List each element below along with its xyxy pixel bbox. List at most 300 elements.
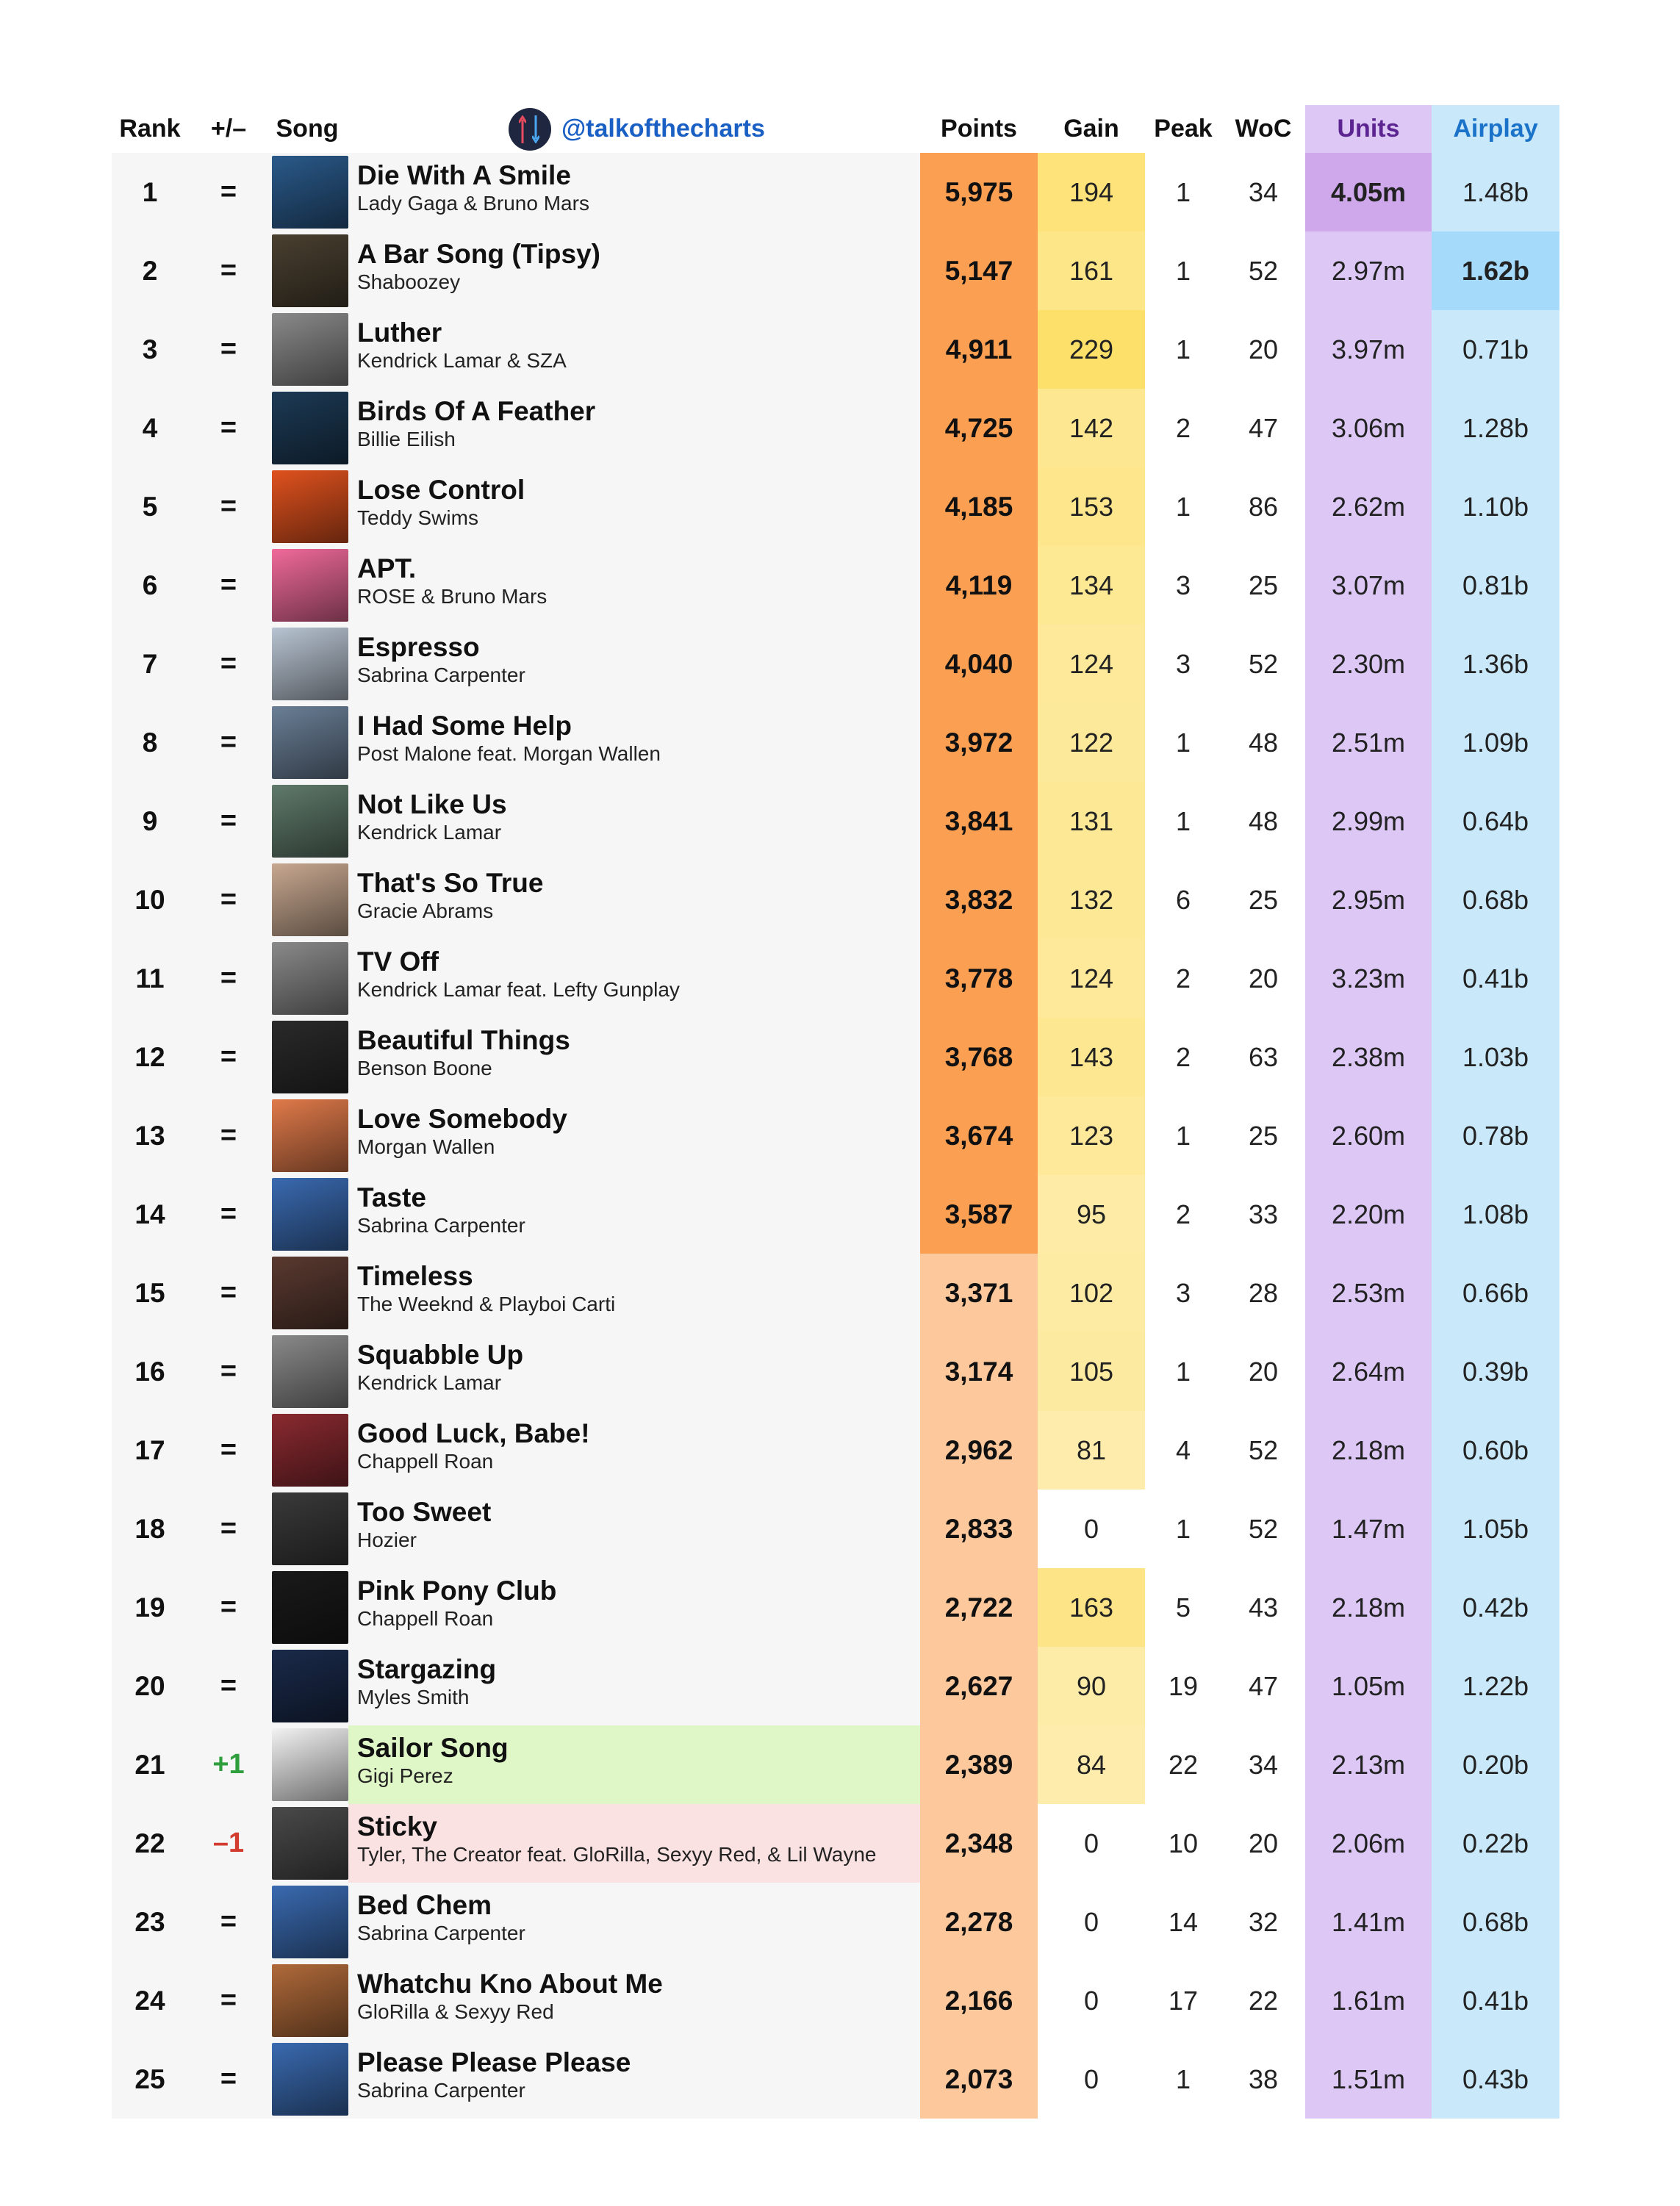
table-row: [112, 1490, 1559, 1568]
table-row: [112, 1647, 1559, 1725]
gain-value: 124: [1038, 939, 1145, 1018]
album-art: [272, 392, 348, 464]
peak-value: 2: [1145, 1018, 1221, 1096]
position-change: +1: [212, 1749, 245, 1780]
header-units: Units: [1305, 105, 1432, 153]
good-luck-babe-cover-icon: [272, 1411, 348, 1490]
peak-value: 1: [1145, 153, 1221, 231]
header-airplay: Airplay: [1432, 105, 1559, 153]
song-title: Not Like Us: [357, 789, 507, 819]
song-title: Bed Chem: [357, 1890, 492, 1920]
rank-number: 9: [142, 805, 158, 836]
too-sweet-cover-icon: [272, 1490, 348, 1568]
position-change: =: [220, 412, 237, 443]
song-artist: Benson Boone: [357, 1057, 492, 1079]
song-artist: Kendrick Lamar feat. Lefty Gunplay: [357, 978, 680, 1001]
not-like-us-cover-icon: [272, 782, 348, 861]
header-points: Points: [941, 115, 1017, 143]
song-title: Good Luck, Babe!: [357, 1418, 590, 1448]
points-value: 2,722: [920, 1568, 1038, 1647]
song-artist: Tyler, The Creator feat. GloRilla, Sexyy Red, & Lil Wayne: [357, 1843, 877, 1866]
song-artist: Hozier: [357, 1528, 417, 1551]
rank-number: 1: [142, 176, 158, 207]
units-value: 2.99m: [1305, 782, 1432, 861]
gain-value: 0: [1038, 1490, 1145, 1568]
units-value: 2.97m: [1305, 231, 1432, 310]
units-value: 4.05m: [1305, 153, 1432, 231]
woc-value: 28: [1221, 1254, 1305, 1332]
rank-number: 12: [134, 1041, 165, 1072]
airplay-value: 1.48b: [1432, 153, 1559, 231]
airplay-value: 0.78b: [1432, 1096, 1559, 1175]
peak-value: 1: [1145, 1096, 1221, 1175]
airplay-value: 0.64b: [1432, 782, 1559, 861]
song-cell: [348, 939, 920, 1018]
woc-value: 20: [1221, 310, 1305, 389]
song-title: Timeless: [357, 1261, 473, 1291]
points-value: 2,348: [920, 1804, 1038, 1883]
units-value: 2.95m: [1305, 861, 1432, 939]
beautiful-things-cover-icon: [272, 1018, 348, 1096]
gain-value: 122: [1038, 703, 1145, 782]
units-value: 2.51m: [1305, 703, 1432, 782]
gain-value: 134: [1038, 546, 1145, 625]
album-art: [272, 706, 348, 779]
woc-value: 38: [1221, 2040, 1305, 2119]
units-value: 2.30m: [1305, 625, 1432, 703]
airplay-value: 1.36b: [1432, 625, 1559, 703]
peak-value: 1: [1145, 2040, 1221, 2119]
units-value: 2.62m: [1305, 467, 1432, 546]
points-value: 3,832: [920, 861, 1038, 939]
peak-value: 19: [1145, 1647, 1221, 1725]
peak-value: 1: [1145, 1490, 1221, 1568]
airplay-value: 1.08b: [1432, 1175, 1559, 1254]
gain-value: 0: [1038, 1961, 1145, 2040]
woc-value: 63: [1221, 1018, 1305, 1096]
units-value: 2.18m: [1305, 1568, 1432, 1647]
rank-number: 24: [134, 1985, 165, 2016]
rank-number: 11: [135, 963, 165, 994]
units-value: 3.23m: [1305, 939, 1432, 1018]
rank-number: 25: [134, 2063, 165, 2094]
points-value: 2,278: [920, 1883, 1038, 1961]
rank-number: 2: [142, 255, 158, 286]
gain-value: 95: [1038, 1175, 1145, 1254]
song-artist: Shaboozey: [357, 270, 461, 293]
rank-number: 3: [142, 334, 158, 364]
gain-value: 0: [1038, 1804, 1145, 1883]
position-change: =: [220, 884, 237, 915]
woc-value: 34: [1221, 153, 1305, 231]
song-title: Beautiful Things: [357, 1025, 570, 1055]
rank-number: 8: [142, 727, 158, 758]
album-art: [272, 1335, 348, 1408]
song-cell: [348, 1096, 920, 1175]
woc-value: 43: [1221, 1568, 1305, 1647]
units-value: 3.97m: [1305, 310, 1432, 389]
song-title: Squabble Up: [357, 1340, 524, 1370]
peak-value: 1: [1145, 1332, 1221, 1411]
airplay-value: 0.81b: [1432, 546, 1559, 625]
short-n-sweet-cover-icon: [272, 1175, 348, 1254]
woc-value: 25: [1221, 546, 1305, 625]
song-title: Sticky: [357, 1811, 438, 1842]
song-cell: [348, 1883, 920, 1961]
units-value: 2.06m: [1305, 1804, 1432, 1883]
album-art: [272, 1099, 348, 1172]
album-art: [272, 470, 348, 543]
header-change: +/–: [210, 115, 247, 143]
table-row: [112, 861, 1559, 939]
album-art: [272, 1571, 348, 1644]
song-title: APT.: [357, 553, 417, 583]
song-artist: The Weeknd & Playboi Carti: [357, 1293, 616, 1315]
song-artist: Sabrina Carpenter: [357, 2079, 525, 2102]
airplay-value: 1.10b: [1432, 467, 1559, 546]
table-row: [112, 1096, 1559, 1175]
gain-value: 123: [1038, 1096, 1145, 1175]
points-value: 2,389: [920, 1725, 1038, 1804]
song-cell: [348, 1411, 920, 1490]
song-title: Pink Pony Club: [357, 1576, 557, 1606]
position-change: =: [220, 255, 237, 286]
points-value: 3,778: [920, 939, 1038, 1018]
song-title: Please Please Please: [357, 2047, 631, 2077]
gnx-cover-icon: [272, 1332, 348, 1411]
table-row: [112, 231, 1559, 310]
song-artist: Sabrina Carpenter: [357, 664, 525, 686]
song-artist: Chappell Roan: [357, 1450, 494, 1473]
position-change: =: [220, 1513, 237, 1544]
album-art: [272, 1650, 348, 1722]
short-n-sweet-cover-icon: [272, 2040, 348, 2119]
rank-number: 6: [142, 570, 158, 600]
header-handle-text: @talkofthecharts: [561, 115, 765, 143]
airplay-value: 0.60b: [1432, 1411, 1559, 1490]
gain-value: 84: [1038, 1725, 1145, 1804]
song-cell: [348, 1254, 920, 1332]
table-body: [112, 153, 1559, 2119]
position-change: =: [220, 1041, 237, 1072]
position-change: =: [220, 805, 237, 836]
table-row: [112, 389, 1559, 467]
song-artist: Morgan Wallen: [357, 1135, 495, 1158]
rank-number: 7: [142, 648, 158, 679]
table-row: [112, 1411, 1559, 1490]
points-value: 4,119: [920, 546, 1038, 625]
units-value: 3.07m: [1305, 546, 1432, 625]
units-value: 1.51m: [1305, 2040, 1432, 2119]
table-row: [112, 1018, 1559, 1096]
love-somebody-cover-icon: [272, 1096, 348, 1175]
song-cell: [348, 1568, 920, 1647]
table-row: [112, 1254, 1559, 1332]
airplay-value: 0.71b: [1432, 310, 1559, 389]
album-art: [272, 1964, 348, 2037]
header-gain: Gain: [1063, 115, 1119, 143]
song-artist: Post Malone feat. Morgan Wallen: [357, 742, 661, 765]
album-art: [272, 628, 348, 700]
song-artist: Gracie Abrams: [357, 899, 494, 922]
song-cell: [348, 467, 920, 546]
airplay-value: 1.62b: [1432, 231, 1559, 310]
album-art: [272, 1414, 348, 1487]
song-cell: [348, 1725, 920, 1804]
woc-value: 52: [1221, 625, 1305, 703]
woc-value: 52: [1221, 231, 1305, 310]
song-artist: Myles Smith: [357, 1686, 470, 1709]
song-title: Taste: [357, 1182, 426, 1212]
position-change: =: [220, 2063, 237, 2094]
a-bar-song-cover-icon: [272, 231, 348, 310]
i-had-some-help-cover-icon: [272, 703, 348, 782]
airplay-value: 1.09b: [1432, 703, 1559, 782]
gain-value: 132: [1038, 861, 1145, 939]
song-cell: [348, 310, 920, 389]
position-change: =: [220, 1277, 237, 1308]
thats-so-true-cover-icon: [272, 861, 348, 939]
gain-value: 153: [1038, 467, 1145, 546]
units-value: 2.13m: [1305, 1725, 1432, 1804]
song-artist: Kendrick Lamar & SZA: [357, 349, 567, 372]
stargazing-cover-icon: [272, 1647, 348, 1725]
song-title: Luther: [357, 317, 442, 348]
song-cell: [348, 546, 920, 625]
woc-value: 20: [1221, 939, 1305, 1018]
points-value: 5,975: [920, 153, 1038, 231]
gnx-cover-icon: [272, 939, 348, 1018]
airplay-value: 0.20b: [1432, 1725, 1559, 1804]
woc-value: 52: [1221, 1490, 1305, 1568]
position-change: =: [220, 1434, 237, 1465]
woc-value: 32: [1221, 1883, 1305, 1961]
points-value: 4,911: [920, 310, 1038, 389]
points-value: 4,725: [920, 389, 1038, 467]
song-title: Espresso: [357, 632, 480, 662]
song-cell: [348, 1804, 920, 1883]
song-title: Too Sweet: [357, 1497, 492, 1527]
rank-number: 15: [134, 1277, 165, 1308]
short-n-sweet-cover-icon: [272, 1883, 348, 1961]
album-art: [272, 1728, 348, 1801]
lose-control-cover-icon: [272, 467, 348, 546]
points-value: 3,972: [920, 703, 1038, 782]
pink-pony-club-cover-icon: [272, 1568, 348, 1647]
units-value: 2.60m: [1305, 1096, 1432, 1175]
position-change: =: [220, 1199, 237, 1229]
table-row: [112, 310, 1559, 389]
song-cell: [348, 389, 920, 467]
position-change: =: [220, 1592, 237, 1623]
rank-number: 19: [134, 1592, 165, 1623]
song-artist: ROSE & Bruno Mars: [357, 585, 548, 608]
song-cell: [348, 782, 920, 861]
song-cell: [348, 861, 920, 939]
units-value: 2.18m: [1305, 1411, 1432, 1490]
song-cell: [348, 1175, 920, 1254]
airplay-value: 0.39b: [1432, 1332, 1559, 1411]
table-row: [112, 1883, 1559, 1961]
rank-number: 18: [134, 1513, 165, 1544]
album-art: [272, 313, 348, 386]
units-value: 2.38m: [1305, 1018, 1432, 1096]
peak-value: 2: [1145, 389, 1221, 467]
table-row: [112, 782, 1559, 861]
peak-value: 1: [1145, 310, 1221, 389]
gain-value: 90: [1038, 1647, 1145, 1725]
rank-number: 22: [134, 1828, 165, 1858]
woc-value: 47: [1221, 1647, 1305, 1725]
table-row: [112, 1332, 1559, 1411]
apt-cover-icon: [272, 546, 348, 625]
song-cell: [348, 703, 920, 782]
peak-value: 3: [1145, 546, 1221, 625]
peak-value: 14: [1145, 1883, 1221, 1961]
song-artist: Teddy Swims: [357, 506, 478, 529]
header-song: Song: [276, 115, 339, 143]
album-art: [272, 785, 348, 858]
table-row: [112, 1961, 1559, 2040]
airplay-value: 0.41b: [1432, 1961, 1559, 2040]
gain-value: 0: [1038, 1883, 1145, 1961]
gain-value: 102: [1038, 1254, 1145, 1332]
points-value: 2,962: [920, 1411, 1038, 1490]
album-art: [272, 942, 348, 1015]
chromakopia-cover-icon: [272, 1804, 348, 1883]
header-woc: WoC: [1235, 115, 1292, 143]
song-artist: Kendrick Lamar: [357, 821, 502, 844]
peak-value: 3: [1145, 1254, 1221, 1332]
song-artist: Gigi Perez: [357, 1764, 453, 1787]
song-title: A Bar Song (Tipsy): [357, 239, 600, 269]
position-change: =: [220, 334, 237, 364]
position-change: =: [220, 727, 237, 758]
album-art: [272, 1178, 348, 1251]
woc-value: 47: [1221, 389, 1305, 467]
gain-value: 194: [1038, 153, 1145, 231]
song-title: Sailor Song: [357, 1733, 509, 1763]
song-artist: Billie Eilish: [357, 428, 456, 450]
birds-of-a-feather-cover-icon: [272, 389, 348, 467]
album-art: [272, 156, 348, 229]
points-value: 2,073: [920, 2040, 1038, 2119]
woc-value: 22: [1221, 1961, 1305, 2040]
points-value: 3,768: [920, 1018, 1038, 1096]
position-change: =: [220, 1120, 237, 1151]
gain-value: 163: [1038, 1568, 1145, 1647]
gain-value: 161: [1038, 231, 1145, 310]
woc-value: 33: [1221, 1175, 1305, 1254]
woc-value: 25: [1221, 861, 1305, 939]
points-value: 3,841: [920, 782, 1038, 861]
woc-value: 86: [1221, 467, 1305, 546]
rank-number: 20: [134, 1670, 165, 1701]
points-value: 5,147: [920, 231, 1038, 310]
table-row: [112, 1568, 1559, 1647]
rank-number: 4: [142, 412, 158, 443]
table-header: [112, 105, 1559, 153]
airplay-value: 0.68b: [1432, 1883, 1559, 1961]
units-value: 1.61m: [1305, 1961, 1432, 2040]
album-art: [272, 2043, 348, 2116]
points-value: 3,674: [920, 1096, 1038, 1175]
points-value: 2,627: [920, 1647, 1038, 1725]
timeless-cover-icon: [272, 1254, 348, 1332]
song-title: Stargazing: [357, 1654, 497, 1684]
points-value: 3,587: [920, 1175, 1038, 1254]
peak-value: 1: [1145, 231, 1221, 310]
airplay-value: 0.42b: [1432, 1568, 1559, 1647]
song-title: Lose Control: [357, 475, 525, 505]
points-value: 3,174: [920, 1332, 1038, 1411]
gain-value: 131: [1038, 782, 1145, 861]
peak-value: 2: [1145, 939, 1221, 1018]
airplay-value: 1.05b: [1432, 1490, 1559, 1568]
units-value: 1.05m: [1305, 1647, 1432, 1725]
table-row: [112, 939, 1559, 1018]
table-row: [112, 546, 1559, 625]
table-row: [112, 467, 1559, 546]
rank-number: 16: [134, 1356, 165, 1387]
glorious-cover-icon: [272, 1961, 348, 2040]
points-value: 4,040: [920, 625, 1038, 703]
song-title: TV Off: [357, 946, 439, 977]
song-cell: [348, 1018, 920, 1096]
units-value: 2.53m: [1305, 1254, 1432, 1332]
position-change: =: [220, 491, 237, 522]
table-row: [112, 625, 1559, 703]
position-change: =: [220, 1906, 237, 1937]
peak-value: 1: [1145, 467, 1221, 546]
woc-value: 25: [1221, 1096, 1305, 1175]
woc-value: 20: [1221, 1332, 1305, 1411]
airplay-value: 1.03b: [1432, 1018, 1559, 1096]
album-art: [272, 1257, 348, 1329]
peak-value: 1: [1145, 782, 1221, 861]
peak-value: 10: [1145, 1804, 1221, 1883]
gain-value: 81: [1038, 1411, 1145, 1490]
airplay-value: 0.41b: [1432, 939, 1559, 1018]
woc-value: 48: [1221, 782, 1305, 861]
table-row: [112, 1725, 1559, 1804]
song-cell: [348, 1961, 920, 2040]
woc-value: 34: [1221, 1725, 1305, 1804]
song-artist: Sabrina Carpenter: [357, 1922, 525, 1944]
position-change: =: [220, 570, 237, 600]
airplay-value: 0.68b: [1432, 861, 1559, 939]
song-artist: Chappell Roan: [357, 1607, 494, 1630]
album-art: [272, 234, 348, 307]
song-artist: Kendrick Lamar: [357, 1371, 502, 1394]
units-value: 2.64m: [1305, 1332, 1432, 1411]
gnx-cover-icon: [272, 310, 348, 389]
position-change: =: [220, 176, 237, 207]
peak-value: 17: [1145, 1961, 1221, 2040]
header-peak: Peak: [1154, 115, 1213, 143]
table-row: [112, 1175, 1559, 1254]
header-rank: Rank: [119, 115, 181, 143]
song-title: Love Somebody: [357, 1104, 567, 1134]
song-title: I Had Some Help: [357, 711, 572, 741]
rank-number: 5: [142, 491, 158, 522]
song-title: That's So True: [357, 868, 544, 898]
song-title: Die With A Smile: [357, 160, 571, 190]
espresso-cover-icon: [272, 625, 348, 703]
units-value: 3.06m: [1305, 389, 1432, 467]
units-value: 1.41m: [1305, 1883, 1432, 1961]
airplay-value: 0.66b: [1432, 1254, 1559, 1332]
